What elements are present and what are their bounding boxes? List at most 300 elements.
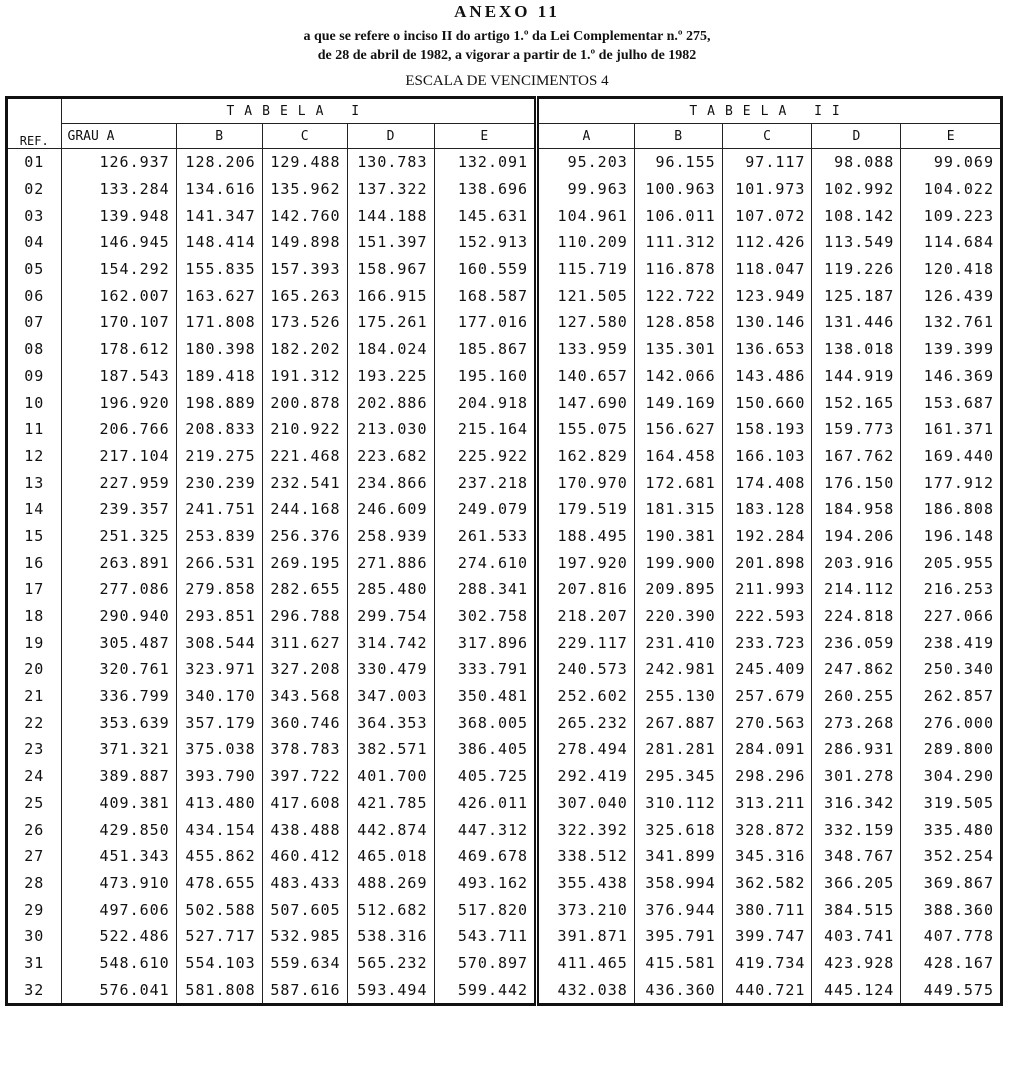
value-cell: 438.488 [262,816,347,843]
ref-cell: 09 [7,363,62,390]
value-cell: 527.717 [176,923,262,950]
table-row [7,843,1002,870]
table-row [7,389,1002,416]
value-cell: 175.261 [347,309,434,336]
value-cell: 108.142 [812,202,901,229]
ref-header: REF. [7,98,62,149]
tabela-1-grade-header: C [262,124,347,149]
value-cell: 460.412 [262,843,347,870]
value-cell: 233.723 [722,629,812,656]
value-cell: 488.269 [347,870,434,897]
value-cell: 271.886 [347,549,434,576]
value-cell: 133.959 [537,336,635,363]
value-cell: 129.488 [262,149,347,176]
value-cell: 262.857 [901,683,1002,710]
value-cell: 559.634 [262,950,347,977]
value-cell: 399.747 [722,923,812,950]
value-cell: 234.866 [347,469,434,496]
value-cell: 249.079 [434,496,537,523]
value-cell: 301.278 [812,763,901,790]
table-row [7,229,1002,256]
table-row [7,523,1002,550]
value-cell: 128.206 [176,149,262,176]
value-cell: 240.573 [537,656,635,683]
value-cell: 429.850 [61,816,176,843]
value-cell: 149.169 [634,389,722,416]
value-cell: 162.007 [61,282,176,309]
value-cell: 101.973 [722,176,812,203]
value-cell: 227.066 [901,603,1002,630]
tabela-1-header: TABELA I [61,98,537,124]
value-cell: 201.898 [722,549,812,576]
value-cell: 252.602 [537,683,635,710]
table-row [7,763,1002,790]
value-cell: 251.325 [61,523,176,550]
value-cell: 144.919 [812,363,901,390]
value-cell: 225.922 [434,443,537,470]
value-cell: 273.268 [812,709,901,736]
value-cell: 229.117 [537,629,635,656]
value-cell: 184.958 [812,496,901,523]
value-cell: 266.531 [176,549,262,576]
value-cell: 142.066 [634,363,722,390]
value-cell: 216.253 [901,576,1002,603]
value-cell: 576.041 [61,976,176,1004]
value-cell: 305.487 [61,629,176,656]
value-cell: 215.164 [434,416,537,443]
value-cell: 447.312 [434,816,537,843]
value-cell: 257.679 [722,683,812,710]
value-cell: 160.559 [434,256,537,283]
value-cell: 194.206 [812,523,901,550]
value-cell: 177.912 [901,469,1002,496]
value-cell: 328.872 [722,816,812,843]
value-cell: 146.945 [61,229,176,256]
ref-cell: 25 [7,790,62,817]
value-cell: 189.418 [176,363,262,390]
value-cell: 231.410 [634,629,722,656]
ref-cell: 16 [7,549,62,576]
value-cell: 165.263 [262,282,347,309]
table-row [7,549,1002,576]
table-row [7,736,1002,763]
value-cell: 130.783 [347,149,434,176]
tabela-2-grade-header: A [537,124,635,149]
value-cell: 126.439 [901,282,1002,309]
value-cell: 100.963 [634,176,722,203]
value-cell: 319.505 [901,790,1002,817]
value-cell: 96.155 [634,149,722,176]
table-row [7,282,1002,309]
value-cell: 109.223 [901,202,1002,229]
tabela-2-header: TABELA II [537,98,1002,124]
value-cell: 281.281 [634,736,722,763]
value-cell: 368.005 [434,709,537,736]
value-cell: 125.187 [812,282,901,309]
table-row [7,149,1002,176]
value-cell: 141.347 [176,202,262,229]
value-cell: 198.889 [176,389,262,416]
scale-title: ESCALA DE VENCIMENTOS 4 [405,73,609,89]
value-cell: 317.896 [434,629,537,656]
value-cell: 409.381 [61,790,176,817]
ref-cell: 23 [7,736,62,763]
value-cell: 373.210 [537,896,635,923]
value-cell: 220.390 [634,603,722,630]
value-cell: 285.480 [347,576,434,603]
value-cell: 245.409 [722,656,812,683]
value-cell: 332.159 [812,816,901,843]
ref-cell: 02 [7,176,62,203]
value-cell: 295.345 [634,763,722,790]
value-cell: 401.700 [347,763,434,790]
value-cell: 369.867 [901,870,1002,897]
value-cell: 153.687 [901,389,1002,416]
value-cell: 123.949 [722,282,812,309]
value-cell: 128.858 [634,309,722,336]
value-cell: 197.920 [537,549,635,576]
value-cell: 353.639 [61,709,176,736]
ref-cell: 10 [7,389,62,416]
value-cell: 185.867 [434,336,537,363]
value-cell: 112.426 [722,229,812,256]
ref-cell: 03 [7,202,62,229]
value-cell: 127.580 [537,309,635,336]
value-cell: 132.761 [901,309,1002,336]
ref-cell: 20 [7,656,62,683]
value-cell: 150.660 [722,389,812,416]
value-cell: 138.018 [812,336,901,363]
value-cell: 292.419 [537,763,635,790]
value-cell: 548.610 [61,950,176,977]
table-row [7,309,1002,336]
value-cell: 121.505 [537,282,635,309]
table-row [7,603,1002,630]
value-cell: 593.494 [347,976,434,1004]
value-cell: 207.816 [537,576,635,603]
table-row [7,923,1002,950]
value-cell: 149.898 [262,229,347,256]
value-cell: 296.788 [262,603,347,630]
value-cell: 239.357 [61,496,176,523]
value-cell: 388.360 [901,896,1002,923]
value-cell: 333.791 [434,656,537,683]
value-cell: 258.939 [347,523,434,550]
value-cell: 203.916 [812,549,901,576]
value-cell: 538.316 [347,923,434,950]
value-cell: 255.130 [634,683,722,710]
value-cell: 362.582 [722,870,812,897]
value-cell: 190.381 [634,523,722,550]
value-cell: 308.544 [176,629,262,656]
value-cell: 171.808 [176,309,262,336]
tabela-2-grade-header: E [901,124,1002,149]
ref-cell: 15 [7,523,62,550]
value-cell: 405.725 [434,763,537,790]
value-cell: 178.612 [61,336,176,363]
value-cell: 565.232 [347,950,434,977]
tabela-1-grade-header: GRAU A [61,124,176,149]
value-cell: 311.627 [262,629,347,656]
value-cell: 286.931 [812,736,901,763]
value-cell: 434.154 [176,816,262,843]
value-cell: 386.405 [434,736,537,763]
ref-cell: 17 [7,576,62,603]
table-row [7,816,1002,843]
ref-cell: 30 [7,923,62,950]
value-cell: 143.486 [722,363,812,390]
value-cell: 348.767 [812,843,901,870]
ref-cell: 26 [7,816,62,843]
table-row [7,256,1002,283]
value-cell: 155.835 [176,256,262,283]
value-cell: 263.891 [61,549,176,576]
value-cell: 327.208 [262,656,347,683]
value-cell: 174.408 [722,469,812,496]
value-cell: 157.393 [262,256,347,283]
value-cell: 187.543 [61,363,176,390]
ref-cell: 07 [7,309,62,336]
value-cell: 221.468 [262,443,347,470]
value-cell: 113.549 [812,229,901,256]
tabela-2-grade-header: D [812,124,901,149]
value-cell: 142.760 [262,202,347,229]
value-cell: 173.526 [262,309,347,336]
table-row [7,629,1002,656]
value-cell: 442.874 [347,816,434,843]
value-cell: 502.588 [176,896,262,923]
value-cell: 104.022 [901,176,1002,203]
value-cell: 188.495 [537,523,635,550]
value-cell: 224.818 [812,603,901,630]
value-cell: 288.341 [434,576,537,603]
value-cell: 341.899 [634,843,722,870]
subtitle-line-2: de 28 de abril de 1982, a vigorar a partir de 1.º de julho de 1982 [317,48,697,63]
value-cell: 407.778 [901,923,1002,950]
value-cell: 155.075 [537,416,635,443]
value-cell: 336.799 [61,683,176,710]
value-cell: 378.783 [262,736,347,763]
table-row [7,416,1002,443]
table-row [7,176,1002,203]
value-cell: 393.790 [176,763,262,790]
value-cell: 205.955 [901,549,1002,576]
value-cell: 391.871 [537,923,635,950]
value-cell: 360.746 [262,709,347,736]
value-cell: 357.179 [176,709,262,736]
value-cell: 428.167 [901,950,1002,977]
table-row [7,683,1002,710]
value-cell: 493.162 [434,870,537,897]
value-cell: 440.721 [722,976,812,1004]
value-cell: 223.682 [347,443,434,470]
ref-cell: 12 [7,443,62,470]
value-cell: 209.895 [634,576,722,603]
value-cell: 156.627 [634,416,722,443]
value-cell: 122.722 [634,282,722,309]
value-cell: 241.751 [176,496,262,523]
value-cell: 227.959 [61,469,176,496]
value-cell: 135.962 [262,176,347,203]
value-cell: 222.593 [722,603,812,630]
value-cell: 355.438 [537,870,635,897]
ref-cell: 08 [7,336,62,363]
value-cell: 238.419 [901,629,1002,656]
value-cell: 162.829 [537,443,635,470]
value-cell: 338.512 [537,843,635,870]
value-cell: 449.575 [901,976,1002,1004]
ref-cell: 11 [7,416,62,443]
value-cell: 159.773 [812,416,901,443]
table-row [7,870,1002,897]
value-cell: 345.316 [722,843,812,870]
value-cell: 144.188 [347,202,434,229]
value-cell: 247.862 [812,656,901,683]
value-cell: 532.985 [262,923,347,950]
ref-cell: 04 [7,229,62,256]
value-cell: 110.209 [537,229,635,256]
value-cell: 145.631 [434,202,537,229]
table-row [7,469,1002,496]
table-row [7,202,1002,229]
value-cell: 343.568 [262,683,347,710]
ref-cell: 28 [7,870,62,897]
tabela-2-grade-header: C [722,124,812,149]
tabela-1-grade-header: B [176,124,262,149]
value-cell: 451.343 [61,843,176,870]
value-cell: 277.086 [61,576,176,603]
value-cell: 148.414 [176,229,262,256]
value-cell: 107.072 [722,202,812,229]
table-row [7,896,1002,923]
value-cell: 134.616 [176,176,262,203]
value-cell: 146.369 [901,363,1002,390]
tabela-2-grade-header: B [634,124,722,149]
table-row [7,336,1002,363]
value-cell: 230.239 [176,469,262,496]
ref-cell: 29 [7,896,62,923]
value-cell: 192.284 [722,523,812,550]
table-row [7,950,1002,977]
value-cell: 119.226 [812,256,901,283]
ref-cell: 06 [7,282,62,309]
value-cell: 115.719 [537,256,635,283]
value-cell: 140.657 [537,363,635,390]
value-cell: 166.103 [722,443,812,470]
value-cell: 177.016 [434,309,537,336]
value-cell: 570.897 [434,950,537,977]
value-cell: 350.481 [434,683,537,710]
value-cell: 371.321 [61,736,176,763]
value-cell: 130.146 [722,309,812,336]
value-cell: 99.069 [901,149,1002,176]
value-cell: 244.168 [262,496,347,523]
value-cell: 512.682 [347,896,434,923]
value-cell: 310.112 [634,790,722,817]
value-cell: 118.047 [722,256,812,283]
value-cell: 131.446 [812,309,901,336]
value-cell: 95.203 [537,149,635,176]
ref-cell: 13 [7,469,62,496]
value-cell: 267.887 [634,709,722,736]
value-cell: 176.150 [812,469,901,496]
ref-cell: 14 [7,496,62,523]
value-cell: 415.581 [634,950,722,977]
value-cell: 120.418 [901,256,1002,283]
value-cell: 375.038 [176,736,262,763]
value-cell: 411.465 [537,950,635,977]
value-cell: 403.741 [812,923,901,950]
value-cell: 419.734 [722,950,812,977]
value-cell: 276.000 [901,709,1002,736]
value-cell: 213.030 [347,416,434,443]
value-cell: 397.722 [262,763,347,790]
value-cell: 455.862 [176,843,262,870]
value-cell: 193.225 [347,363,434,390]
value-cell: 366.205 [812,870,901,897]
ref-cell: 24 [7,763,62,790]
value-cell: 395.791 [634,923,722,950]
value-cell: 340.170 [176,683,262,710]
value-cell: 330.479 [347,656,434,683]
value-cell: 184.024 [347,336,434,363]
table-row [7,656,1002,683]
value-cell: 256.376 [262,523,347,550]
value-cell: 376.944 [634,896,722,923]
value-cell: 208.833 [176,416,262,443]
value-cell: 181.315 [634,496,722,523]
value-cell: 172.681 [634,469,722,496]
value-cell: 265.232 [537,709,635,736]
value-cell: 152.913 [434,229,537,256]
value-cell: 274.610 [434,549,537,576]
value-cell: 465.018 [347,843,434,870]
value-cell: 151.397 [347,229,434,256]
value-cell: 261.533 [434,523,537,550]
value-cell: 246.609 [347,496,434,523]
value-cell: 469.678 [434,843,537,870]
value-cell: 217.104 [61,443,176,470]
value-cell: 426.011 [434,790,537,817]
value-cell: 293.851 [176,603,262,630]
subtitle-line-1: a que se refere o inciso II do artigo 1.º da Lei Complementar n.º 275, [303,29,711,44]
ref-cell: 01 [7,149,62,176]
value-cell: 358.994 [634,870,722,897]
value-cell: 166.915 [347,282,434,309]
table-row [7,496,1002,523]
value-cell: 139.948 [61,202,176,229]
value-cell: 102.992 [812,176,901,203]
value-cell: 99.963 [537,176,635,203]
value-cell: 136.653 [722,336,812,363]
value-cell: 111.312 [634,229,722,256]
value-cell: 211.993 [722,576,812,603]
value-cell: 278.494 [537,736,635,763]
table-row [7,443,1002,470]
ref-cell: 31 [7,950,62,977]
value-cell: 382.571 [347,736,434,763]
value-cell: 219.275 [176,443,262,470]
value-cell: 322.392 [537,816,635,843]
value-cell: 483.433 [262,870,347,897]
value-cell: 421.785 [347,790,434,817]
value-cell: 587.616 [262,976,347,1004]
ref-cell: 32 [7,976,62,1004]
value-cell: 522.486 [61,923,176,950]
value-cell: 237.218 [434,469,537,496]
value-cell: 497.606 [61,896,176,923]
value-cell: 279.858 [176,576,262,603]
